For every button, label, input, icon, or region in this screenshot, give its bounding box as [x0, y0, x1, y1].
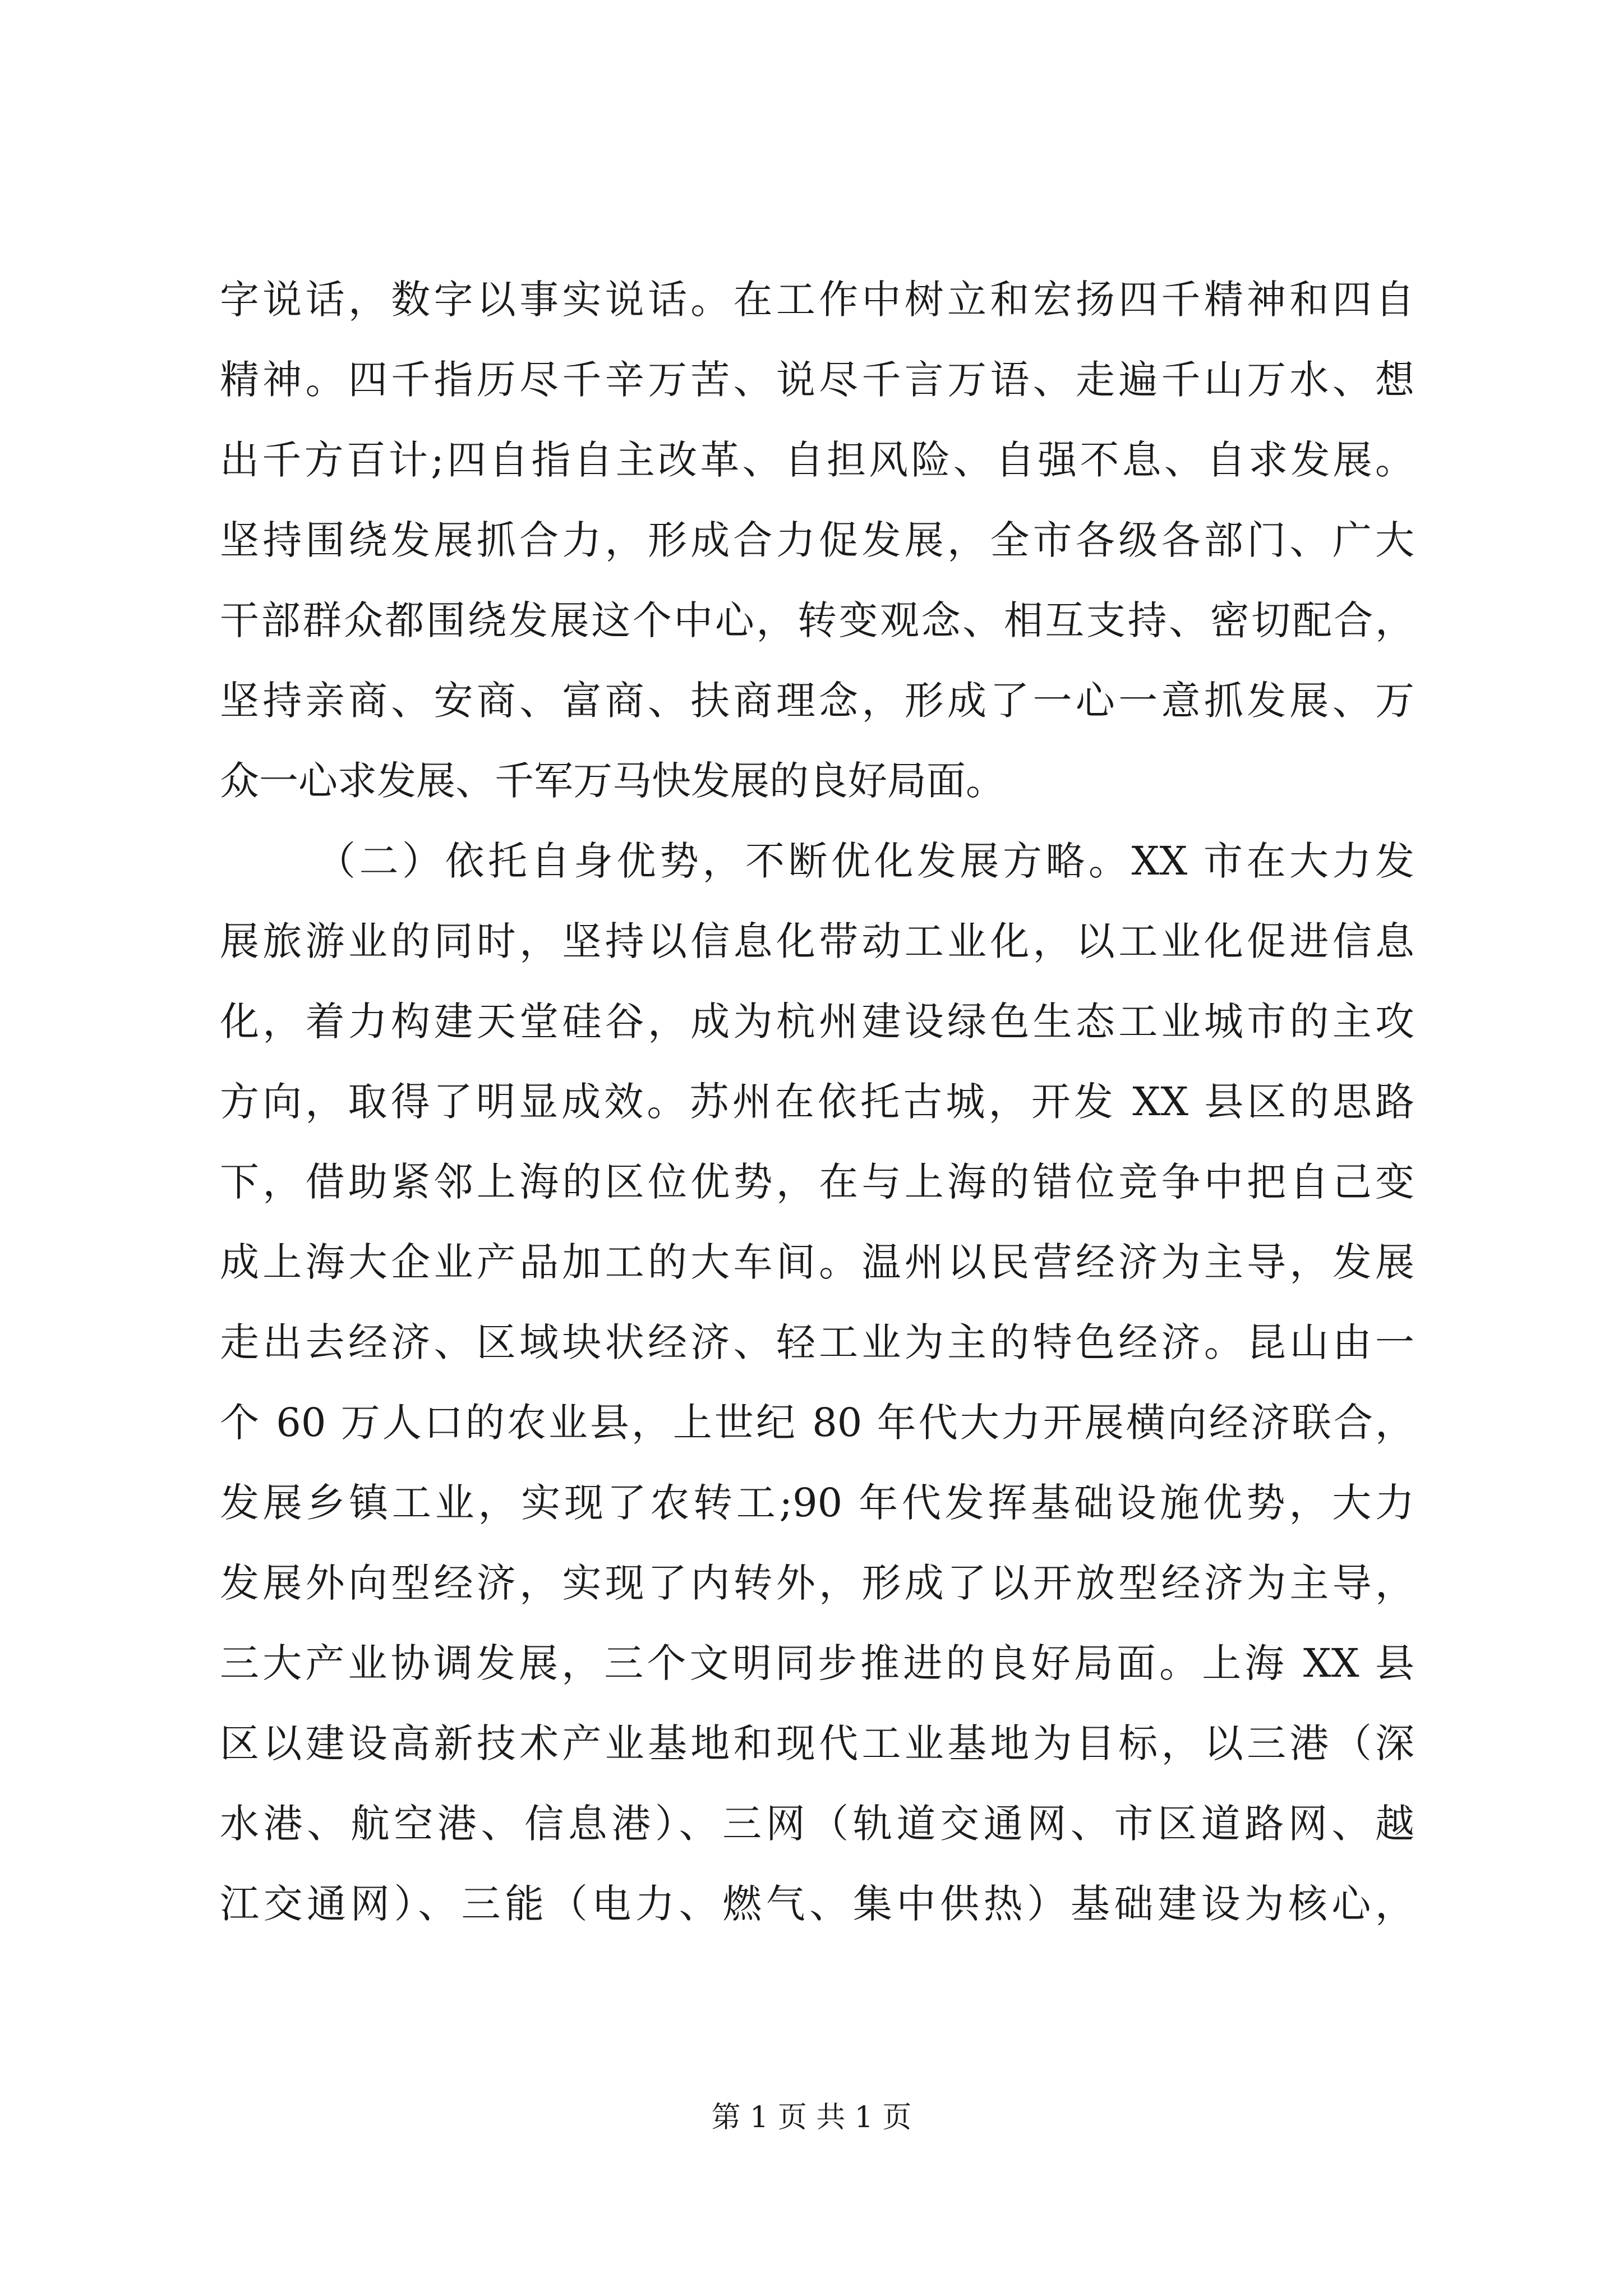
text-line: 展旅游业的同时，坚持以信息化带动工业化，以工业化促进信息: [220, 918, 1414, 964]
text-line: 方向，取得了明显成效。苏州在依托古城，开发 XX 县区的思路: [220, 1079, 1414, 1125]
text-line: 精神。四千指历尽千辛万苦、说尽千言万语、走遍千山万水、想: [220, 357, 1414, 403]
text-line: 坚持亲商、安商、富商、扶商理念，形成了一心一意抓发展、万: [220, 678, 1414, 724]
text-line: 区以建设高新技术产业基地和现代工业基地为目标，以三港（深: [220, 1720, 1414, 1766]
text-line: 众一心求发展、千军万马快发展的良好局面。: [220, 758, 1005, 804]
text-line: 干部群众都围绕发展这个中心，转变观念、相互支持、密切配合，: [220, 597, 1414, 643]
text-line: 出千方百计;四自指自主改革、自担风险、自强不息、自求发展。: [220, 437, 1414, 483]
text-line: 字说话，数字以事实说话。在工作中树立和宏扬四千精神和四自: [220, 277, 1414, 323]
text-line: 下，借助紧邻上海的区位优势，在与上海的错位竞争中把自己变: [220, 1159, 1414, 1205]
text-line: 三大产业协调发展，三个文明同步推进的良好局面。上海 XX 县: [220, 1640, 1414, 1686]
text-line: 江交通网）、三能（电力、燃气、集中供热）基础建设为核心，: [220, 1881, 1414, 1927]
body-text: [220, 260, 1414, 1944]
text-line: 化，着力构建天堂硅谷，成为杭州建设绿色生态工业城市的主攻: [220, 999, 1414, 1045]
text-line: 水港、航空港、信息港）、三网（轨道交通网、市区道路网、越: [220, 1801, 1414, 1847]
text-line: 成上海大企业产品加工的大车间。温州以民营经济为主导，发展: [220, 1239, 1414, 1285]
text-line: 坚持围绕发展抓合力，形成合力促发展，全市各级各部门、广大: [220, 517, 1414, 563]
section-heading-line: （二）依托自身优势，不断优化发展方略。XX 市在大力发: [316, 838, 1414, 884]
text-line: 发展乡镇工业，实现了农转工;90 年代发挥基础设施优势，大力: [220, 1480, 1414, 1526]
page-number-footer: 第 1 页 共 1 页: [711, 2101, 912, 2134]
text-line: 走出去经济、区域块状经济、轻工业为主的特色经济。昆山由一: [220, 1319, 1414, 1365]
text-line: 发展外向型经济，实现了内转外，形成了以开放型经济为主导，: [220, 1560, 1414, 1606]
text-line: 个 60 万人口的农业县，上世纪 80 年代大力开展横向经济联合，: [220, 1400, 1414, 1446]
